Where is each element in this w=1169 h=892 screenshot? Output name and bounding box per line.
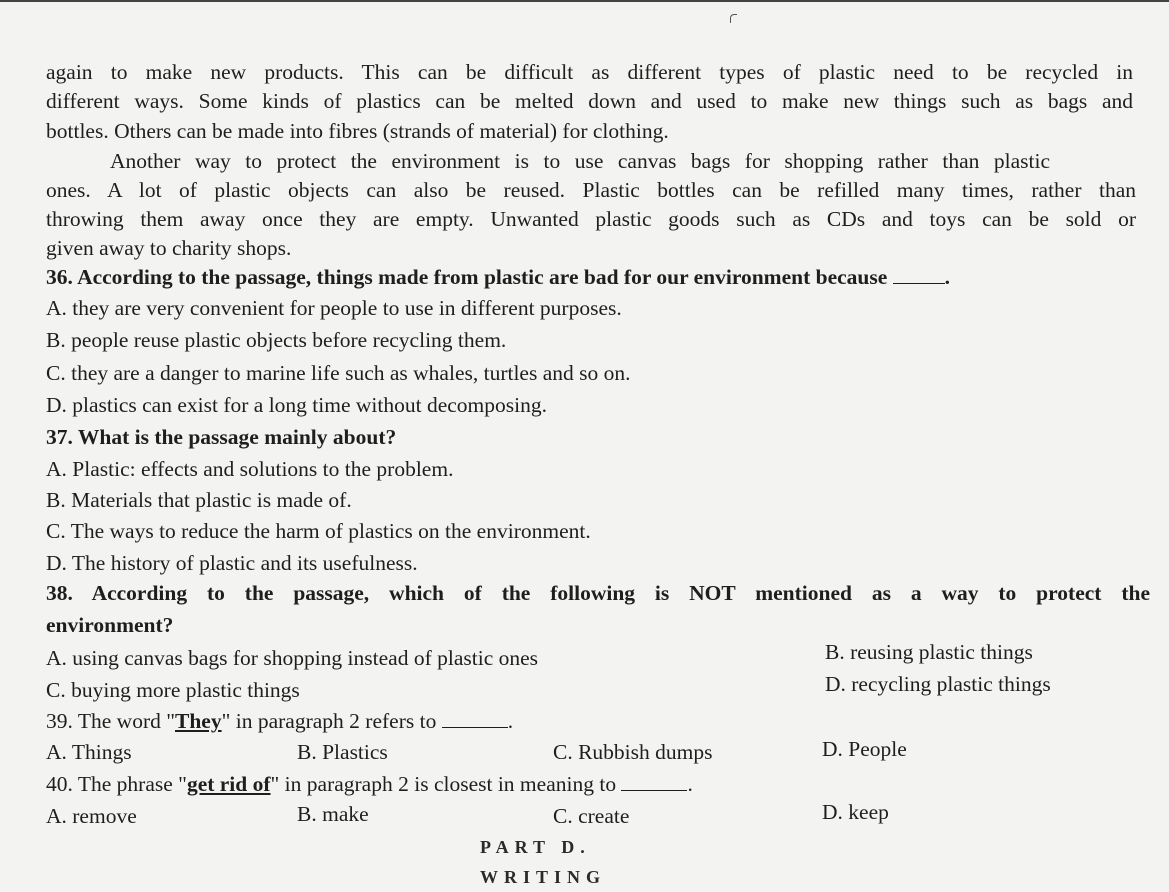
option-36-b: B. people reuse plastic objects before recycling them.	[46, 328, 507, 352]
question-38-stem: 38. According to the passage, which of the following is NOT mentioned as a way to protect the	[46, 581, 1150, 605]
passage-line: ones. A lot of plastic objects can also be reused. Plastic bottles can be refilled many times, rather than	[46, 178, 1136, 202]
answer-blank[interactable]	[621, 772, 687, 791]
option-40-c: C. create	[553, 804, 630, 828]
option-36-d: D. plastics can exist for a long time without decomposing.	[46, 393, 547, 417]
question-36-stem: 36. According to the passage, things made from plastic are bad for our environment because .	[46, 265, 951, 289]
question-37-stem: 37. What is the passage mainly about?	[46, 425, 397, 449]
keyword-they: They	[175, 709, 222, 733]
option-37-b: B. Materials that plastic is made of.	[46, 488, 352, 512]
option-39-d: D. People	[822, 737, 907, 761]
keyword-get-rid-of: get rid of	[186, 772, 271, 796]
option-38-b: B. reusing plastic things	[825, 640, 1033, 664]
option-38-c: C. buying more plastic things	[46, 678, 300, 702]
passage-line: throwing them away once they are empty. Unwanted plastic goods such as CDs and toys can be sold or	[46, 207, 1136, 231]
option-39-c: C. Rubbish dumps	[553, 740, 713, 764]
option-38-d: D. recycling plastic things	[825, 672, 1051, 696]
passage-line: bottles. Others can be made into fibres (strands of material) for clothing.	[46, 119, 669, 143]
option-36-c: C. they are a danger to marine life such as whales, turtles and so on.	[46, 361, 631, 385]
option-38-a: A. using canvas bags for shopping instead of plastic ones	[46, 646, 539, 670]
option-40-d: D. keep	[822, 800, 889, 824]
option-40-b: B. make	[297, 802, 369, 826]
question-39-stem: 39. The word "They" in paragraph 2 refers to .	[46, 709, 514, 733]
option-40-a: A. remove	[46, 804, 137, 828]
passage-line: again to make new products. This can be difficult as different types of plastic need to be recycled in	[46, 60, 1133, 84]
question-40-stem: 40. The phrase "get rid of" in paragraph 2 is closest in meaning to .	[46, 772, 693, 796]
option-37-d: D. The history of plastic and its usefulness.	[46, 551, 418, 575]
passage-line: different ways. Some kinds of plastics can be melted down and used to make new things such as bags and	[46, 89, 1133, 113]
top-border-line	[0, 0, 1169, 2]
option-36-a: A. they are very convenient for people to use in different purposes.	[46, 296, 622, 320]
passage-line: Another way to protect the environment is to use canvas bags for shopping rather than plastic	[110, 149, 1050, 173]
pen-mark	[730, 14, 737, 23]
passage-line: given away to charity shops.	[46, 236, 292, 260]
option-39-b: B. Plastics	[297, 740, 388, 764]
next-section-heading: PART D. WRITING	[480, 837, 607, 887]
answer-blank[interactable]	[442, 709, 508, 728]
question-38-stem-cont: environment?	[46, 613, 174, 637]
answer-blank[interactable]	[893, 265, 945, 284]
option-39-a: A. Things	[46, 740, 132, 764]
option-37-c: C. The ways to reduce the harm of plastics on the environment.	[46, 519, 591, 543]
option-37-a: A. Plastic: effects and solutions to the problem.	[46, 457, 454, 481]
